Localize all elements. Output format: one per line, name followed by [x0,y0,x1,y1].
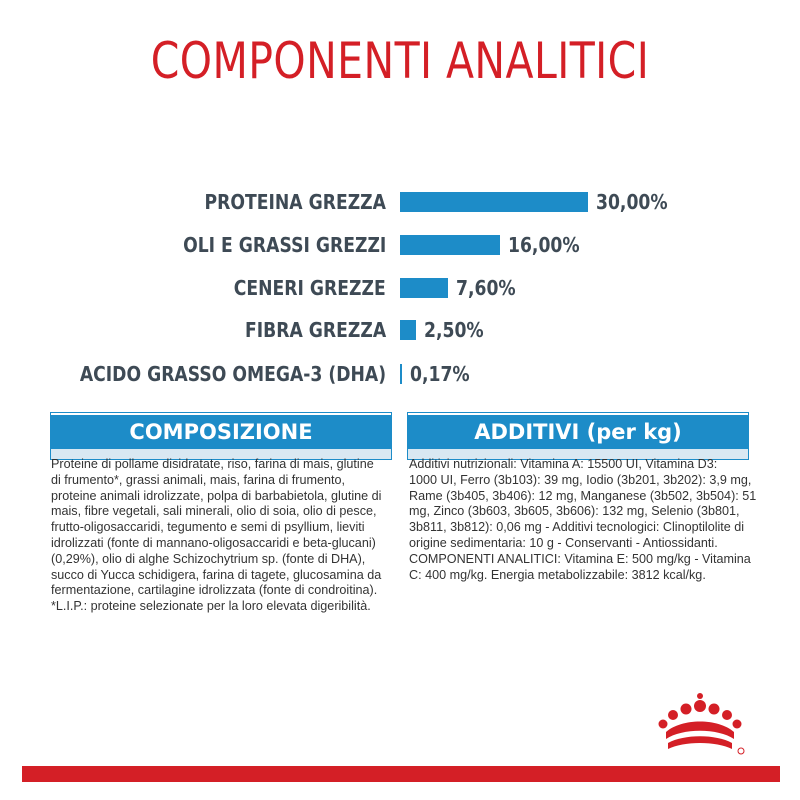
additivi-text [409,457,759,583]
analytics-row [0,187,800,217]
analytics-label: FIBRA GREZZA [244,318,386,342]
text-line: succo di Yucca schidigera, farina di tagete, glucosamina da [51,567,382,582]
text-line: Rame (3b405, 3b406): 12 mg, Manganese (3b502, 3b504): 51 [409,488,757,503]
analytics-value: 30,00% [595,190,668,214]
analytics-value: 0,17% [410,362,470,386]
composizione-text [51,457,396,615]
text-line: mais, fibre vegetali, sali minerali, olio di soia, olio di pesce, [51,504,377,519]
analytics-bar [400,235,500,255]
analytics-value: 2,50% [423,318,484,342]
text-line: di frumento*, grassi animali, mais, farina di frumento, [51,472,345,487]
analytics-label: PROTEINA GREZZA [204,190,386,214]
text-line: idrolizzati (fonte di mannano-oligosaccaridi e beta-glucani) [51,535,376,550]
analytics-bar [400,364,402,384]
text-line: 1000 UI, Ferro (3b103): 39 mg, Iodio (3b201, 3b202): 3,9 mg, [409,472,752,487]
additivi-header [408,413,748,459]
text-line: fermentazione, cartilagine idrolizzata (fonte di condroitina). [51,583,378,598]
composizione-header [51,413,391,459]
analytics-label: OLI E GRASSI GREZZI [182,233,386,257]
text-line: C: 400 mg/kg. Energia metabolizzabile: 3812 kcal/kg. [409,567,706,582]
analytics-row [0,273,800,303]
analytics-value: 16,00% [508,233,580,257]
analytics-row [0,315,800,345]
text-line: *L.I.P.: proteine selezionate per la loro elevata digeribilità. [51,599,371,614]
analytics-bar [400,192,588,212]
analytics-bar [400,320,416,340]
page-title: COMPONENTI ANALITICI [150,32,650,90]
analytics-row [0,359,800,389]
analytics-bar [400,278,448,298]
analytics-value: 7,60% [455,276,516,300]
analytics-label: CENERI GREZZE [234,276,386,300]
text-line: Additivi nutrizionali: Vitamina A: 15500 UI, Vitamina D3: [409,457,718,471]
text-line: frutto-oligosaccaridi, tegumento e semi di psyllium, lieviti [51,520,365,535]
text-line: mg, Zinco (3b603, 3b605, 3b606): 132 mg, Selenio (3b801, [409,504,740,519]
analytics-label: ACIDO GRASSO OMEGA-3 (DHA) [79,362,386,386]
text-line: 3b811, 3b812): 0,06 mg - Additivi tecnologici: Clinoptilolite di [409,520,745,535]
text-line: (0,29%), olio di alghe Schizochytrium sp. (fonte di DHA), [51,551,366,566]
crown-icon [652,692,748,758]
additivi-title: ADDITIVI (per kg) [474,420,682,444]
analytics-row [0,230,800,260]
bottom-red-rule [22,766,780,782]
text-line: origine sedimentaria: 10 g - Conservanti - Antiossidanti. [409,535,718,550]
text-line: Proteine di pollame disidratate, riso, farina di mais, glutine [51,457,374,471]
text-line: proteine animali idrolizzate, polpa di barbabietola, glutine di [51,488,382,503]
composizione-title: COMPOSIZIONE [129,420,313,444]
text-line: COMPONENTI ANALITICI: Vitamina E: 500 mg/kg - Vitamina [409,551,751,566]
